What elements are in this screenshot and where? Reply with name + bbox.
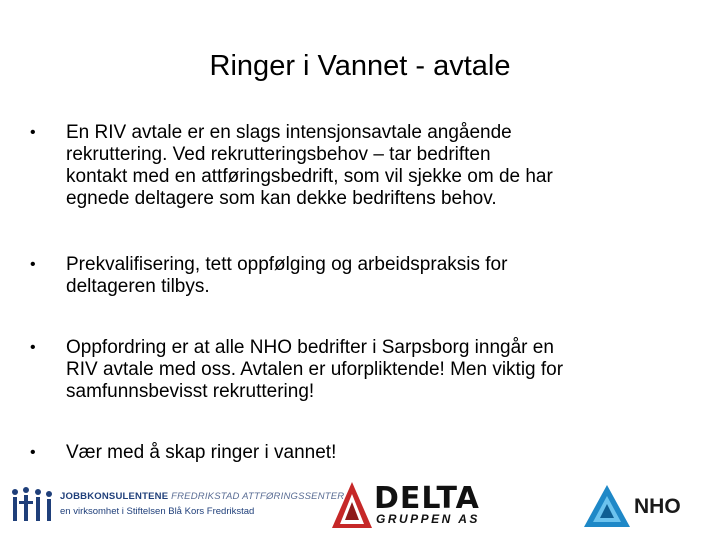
- bullet-marker: •: [30, 124, 36, 141]
- jobbkonsulentene-subline: en virksomhet i Stiftelsen Blå Kors Fredrikstad: [60, 506, 255, 517]
- bullet-marker: •: [30, 444, 36, 461]
- jobbkonsulentene-name: JOBBKONSULENTENE: [60, 491, 169, 502]
- delta-name: DELTA: [374, 481, 480, 516]
- nho-triangle-icon: [582, 482, 632, 532]
- nho-logo: [582, 482, 686, 532]
- people-figures-icon: [10, 487, 54, 523]
- bullet-line: kontakt med en attføringsbedrift, som vil sjekke om de har: [66, 166, 553, 187]
- jobbkonsulentene-logo: [10, 487, 345, 523]
- bullet-marker: •: [30, 256, 36, 273]
- nho-name: NHO: [634, 495, 681, 518]
- delta-subname: GRUPPEN AS: [376, 512, 480, 526]
- bullet-line: En RIV avtale er en slags intensjonsavtale angående: [66, 122, 512, 143]
- jobbkonsulentene-title: [60, 491, 344, 503]
- bullet-item: [30, 254, 690, 298]
- bullet-item: [30, 337, 690, 403]
- delta-gruppen-logo: [330, 480, 500, 530]
- bullet-line: rekruttering. Ved rekrutteringsbehov – tar bedriften: [66, 144, 491, 165]
- jobbkonsulentene-tagline: FREDRIKSTAD ATTFØRINGSSENTER: [171, 491, 345, 502]
- bullet-line: RIV avtale med oss. Avtalen er uforpliktende! Men viktig for: [66, 359, 564, 380]
- bullet-line: Prekvalifisering, tett oppfølging og arbeidspraksis for: [66, 254, 508, 275]
- bullet-line: Vær med å skap ringer i vannet!: [66, 442, 337, 463]
- bullet-marker: •: [30, 339, 36, 356]
- delta-triangle-icon: [330, 480, 374, 530]
- bullet-line: egnede deltagere som kan dekke bedriftens behov.: [66, 188, 497, 209]
- page-title: Ringer i Vannet - avtale: [209, 50, 511, 82]
- bullet-line: deltageren tilbys.: [66, 276, 210, 297]
- bullet-item: [30, 122, 690, 210]
- bullet-item: [30, 442, 690, 464]
- bullet-line: Oppfordring er at alle NHO bedrifter i Sarpsborg inngår en: [66, 337, 554, 358]
- bullet-line: samfunnsbevisst rekruttering!: [66, 381, 315, 402]
